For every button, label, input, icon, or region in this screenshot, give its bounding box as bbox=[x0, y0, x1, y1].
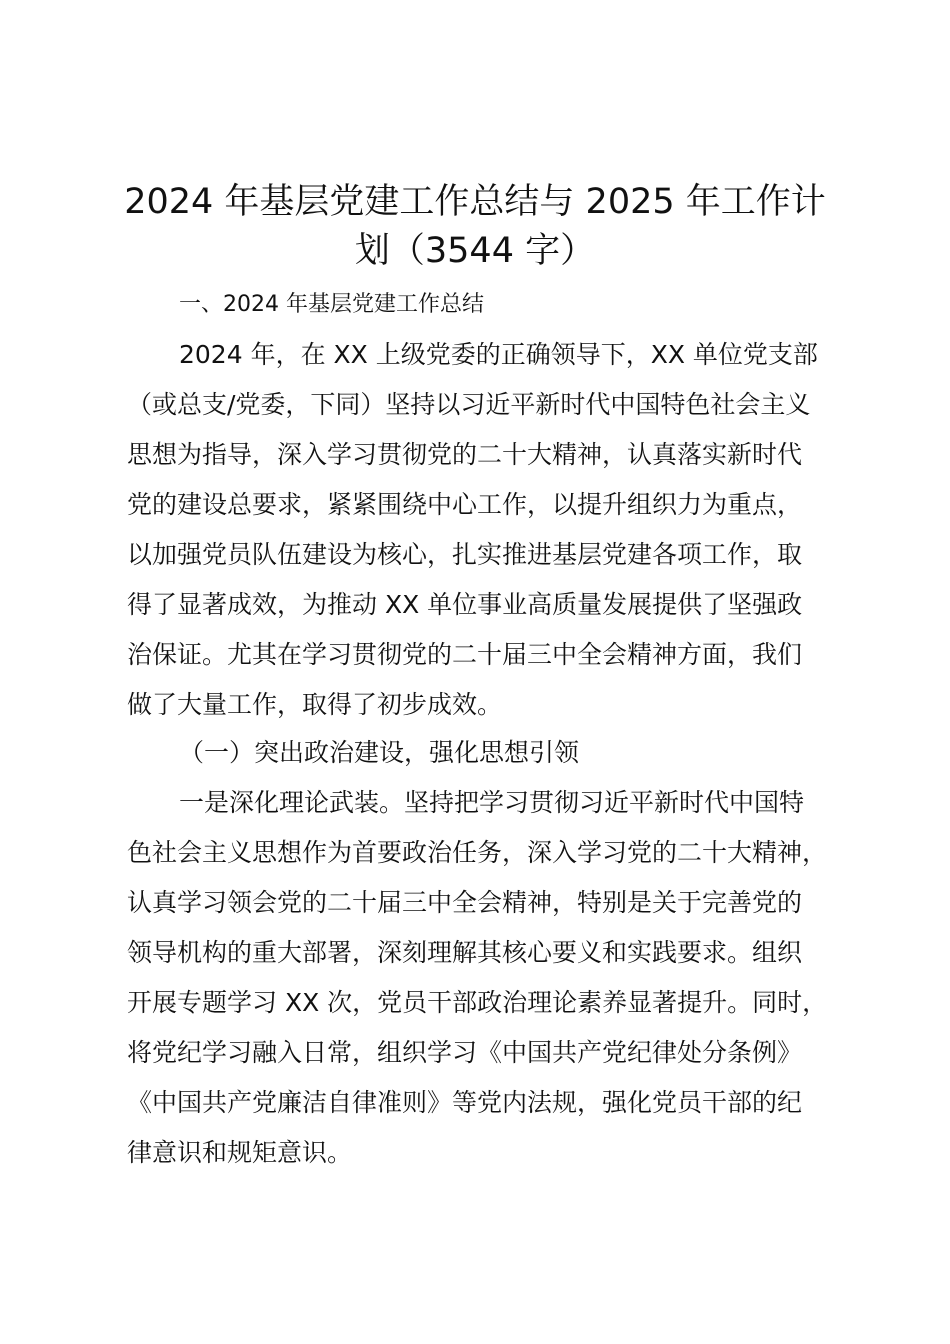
paragraph-line: 2024 年，在 XX 上级党委的正确领导下，XX 单位党支部 bbox=[179, 340, 818, 369]
paragraph-2 bbox=[127, 778, 855, 1178]
paragraph-line: 党的建设总要求，紧紧围绕中心工作，以提升组织力为重点， bbox=[127, 490, 803, 519]
title-line-1: 2024 年基层党建工作总结与 2025 年工作计 bbox=[124, 182, 826, 222]
paragraph-line: 领导机构的重大部署，深刻理解其核心要义和实践要求。组织 bbox=[127, 938, 803, 967]
paragraph-line: 色社会主义思想作为首要政治任务，深入学习党的二十大精神， bbox=[127, 838, 828, 867]
paragraph-line: 做了大量工作，取得了初步成效。 bbox=[127, 690, 503, 719]
document-title bbox=[118, 178, 832, 276]
paragraph-line: 开展专题学习 XX 次，党员干部政治理论素养显著提升。同时， bbox=[127, 988, 828, 1017]
paragraph-line: （或总支/党委，下同）坚持以习近平新时代中国特色社会主义 bbox=[127, 390, 811, 419]
paragraph-line: 得了显著成效，为推动 XX 单位事业高质量发展提供了坚强政 bbox=[127, 590, 803, 619]
paragraph-line: 治保证。尤其在学习贯彻党的二十届三中全会精神方面，我们 bbox=[127, 640, 803, 669]
title-line-2: 划（3544 字） bbox=[354, 231, 596, 271]
paragraph-line: 认真学习领会党的二十届三中全会精神，特别是关于完善党的 bbox=[127, 888, 803, 917]
subheading: （一）突出政治建设，强化思想引领 bbox=[179, 738, 580, 767]
paragraph-line: 将党纪学习融入日常，组织学习《中国共产党纪律处分条例》 bbox=[127, 1038, 803, 1067]
paragraph-line: 《中国共产党廉洁自律准则》等党内法规，强化党员干部的纪 bbox=[127, 1088, 803, 1117]
paragraph-line: 思想为指导，深入学习贯彻党的二十大精神，认真落实新时代 bbox=[127, 440, 803, 469]
paragraph-line: 一是深化理论武装。坚持把学习贯彻习近平新时代中国特 bbox=[179, 788, 805, 817]
paragraph-line: 以加强党员队伍建设为核心，扎实推进基层党建各项工作，取 bbox=[127, 540, 803, 569]
paragraph-1 bbox=[127, 330, 855, 730]
paragraph-line: 律意识和规矩意识。 bbox=[127, 1138, 353, 1167]
section-heading: 一、2024 年基层党建工作总结 bbox=[179, 292, 484, 317]
